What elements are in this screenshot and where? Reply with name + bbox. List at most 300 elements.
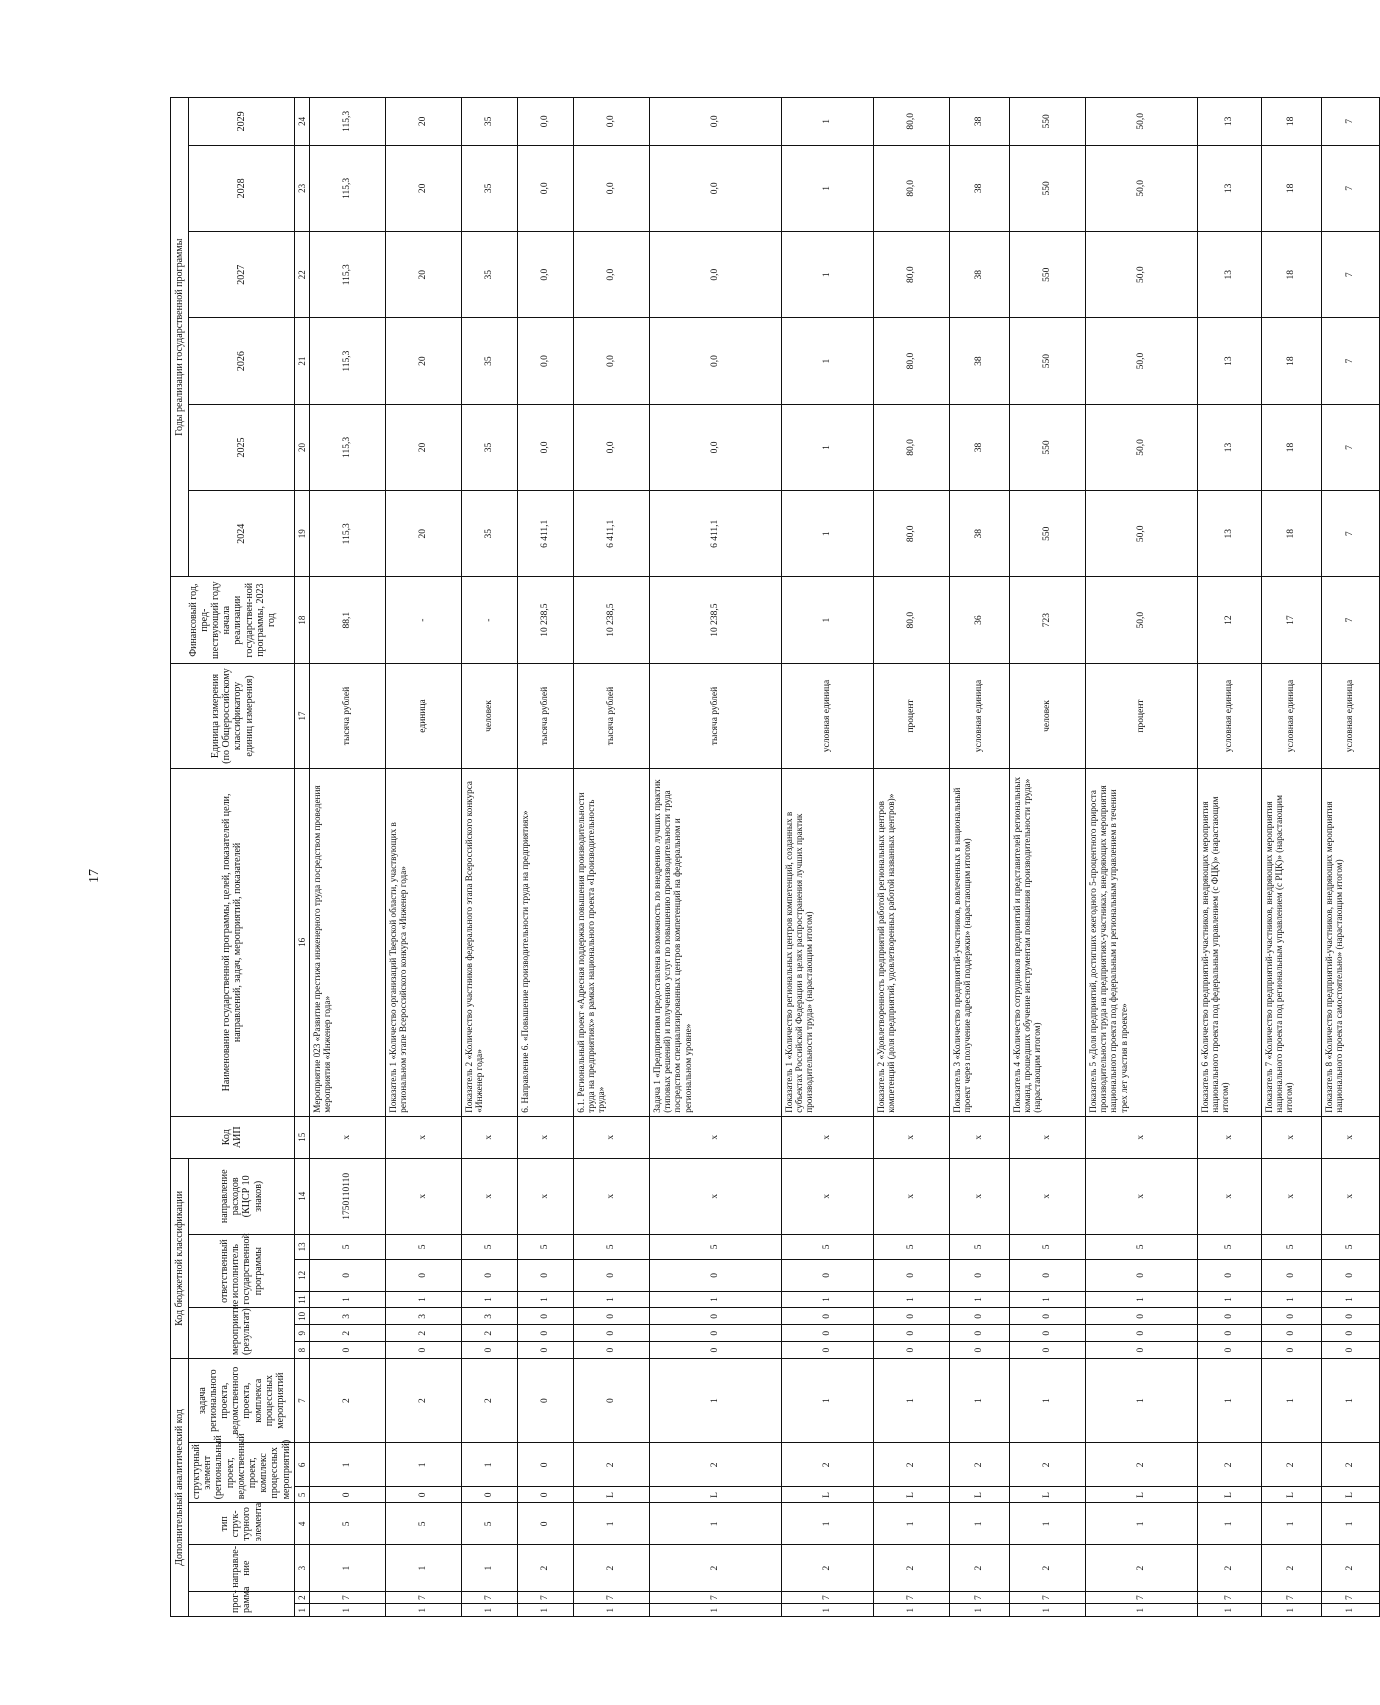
year-value-cell: 0,0 <box>573 145 649 231</box>
year-value-cell: 35 <box>461 145 517 231</box>
table-row <box>1261 98 1321 1617</box>
year-value-cell: 550 <box>1009 491 1085 577</box>
task-code-cell: 1 <box>649 1358 781 1442</box>
direction-code-cell: 2 <box>873 1545 949 1591</box>
table-row <box>1085 98 1197 1617</box>
executor-code-1-cell: 1 <box>1321 1291 1379 1308</box>
year-value-cell: 50,0 <box>1085 491 1197 577</box>
year-value-cell: 550 <box>1009 145 1085 231</box>
year-value-cell: 80,0 <box>873 491 949 577</box>
aip-code-cell: х <box>385 1116 461 1158</box>
program-code-1-cell: 1 <box>781 1604 873 1617</box>
program-code-2-cell: 7 <box>873 1591 949 1604</box>
header-year-2026: 2026 <box>189 318 295 404</box>
program-code-1-cell: 1 <box>873 1604 949 1617</box>
table-row <box>873 98 949 1617</box>
year-value-cell: 35 <box>461 318 517 404</box>
struct-type-code-cell: 1 <box>873 1503 949 1545</box>
year-value-cell: 50,0 <box>1085 404 1197 490</box>
unit-cell: тысяча рублей <box>649 663 781 768</box>
program-code-2-cell: 7 <box>309 1591 385 1604</box>
year-value-cell: 50,0 <box>1085 98 1197 146</box>
executor-code-3-cell: 5 <box>1009 1234 1085 1259</box>
struct-element-code-1-cell: L <box>1261 1487 1321 1503</box>
expense-code-cell: х <box>949 1158 1009 1234</box>
measure-code-3-cell: 0 <box>873 1308 949 1325</box>
struct-element-code-1-cell: L <box>1085 1487 1197 1503</box>
program-code-2-cell: 7 <box>781 1591 873 1604</box>
measure-code-1-cell: 0 <box>949 1342 1009 1359</box>
year-value-cell: 13 <box>1197 145 1261 231</box>
measure-code-3-cell: 3 <box>309 1308 385 1325</box>
executor-code-2-cell: 0 <box>517 1260 573 1292</box>
task-code-cell: 0 <box>517 1358 573 1442</box>
header-fin-year: Финансовый год, пред-шествующий году начала реализации государствен-ной программы, 2023 год <box>171 577 295 663</box>
table-row <box>517 98 573 1617</box>
year-value-cell: 1 <box>781 491 873 577</box>
year-value-cell: 13 <box>1197 404 1261 490</box>
year-value-cell: 550 <box>1009 404 1085 490</box>
base-year-cell: 17 <box>1261 577 1321 663</box>
header-expense: направление расходов (КЦСР 10 знаков) <box>189 1158 295 1234</box>
program-code-2-cell: 7 <box>461 1591 517 1604</box>
year-value-cell: 50,0 <box>1085 145 1197 231</box>
year-value-cell: 38 <box>949 404 1009 490</box>
header-name: Наименование государственной программы, целей, показателей цели, направлений, задач, мероприятий, показателей <box>171 769 295 1117</box>
direction-code-cell: 2 <box>1085 1545 1197 1591</box>
unit-cell: тысяча рублей <box>517 663 573 768</box>
program-code-1-cell: 1 <box>385 1604 461 1617</box>
year-value-cell: 0,0 <box>649 232 781 318</box>
indicator-name-cell: Показатель 2 «Удовлетворенность предприятий работой региональных центров компетенций (доля предприятий, удовлетворенных работой названных центров)» <box>873 769 949 1117</box>
year-value-cell: 6 411,1 <box>573 491 649 577</box>
year-value-cell: 13 <box>1197 318 1261 404</box>
year-value-cell: 38 <box>949 318 1009 404</box>
year-value-cell: 0,0 <box>649 145 781 231</box>
header-direction: направле-ние <box>189 1545 295 1591</box>
year-value-cell: 1 <box>781 232 873 318</box>
year-value-cell: 13 <box>1197 491 1261 577</box>
measure-code-1-cell: 0 <box>309 1342 385 1359</box>
program-code-2-cell: 7 <box>949 1591 1009 1604</box>
program-code-1-cell: 1 <box>1321 1604 1379 1617</box>
year-value-cell: 0,0 <box>517 98 573 146</box>
column-number: 13 <box>294 1234 309 1259</box>
direction-code-cell: 1 <box>461 1545 517 1591</box>
aip-code-cell: х <box>517 1116 573 1158</box>
executor-code-2-cell: 0 <box>649 1260 781 1292</box>
executor-code-3-cell: 5 <box>461 1234 517 1259</box>
measure-code-3-cell: 0 <box>1009 1308 1085 1325</box>
indicator-name-cell: Задача 1 «Предприятиям предоставлена возможность по внедрению лучших практик (типовых решений) и получению услуг по повышению производительности труда посредством специализированных центров компетенций на федеральном и региональном уровне» <box>649 769 781 1117</box>
table-row <box>649 98 781 1617</box>
indicator-name-cell: Показатель 6 «Количество предприятий-участников, внедряющих мероприятия национального проекта под федеральным управлением (с ФЦК)» (нарастающим итогом) <box>1197 769 1261 1117</box>
table-row <box>309 98 385 1617</box>
executor-code-2-cell: 0 <box>461 1260 517 1292</box>
executor-code-2-cell: 0 <box>1085 1260 1197 1292</box>
year-value-cell: 115,3 <box>309 145 385 231</box>
column-number: 24 <box>294 98 309 146</box>
header-year-2028: 2028 <box>189 145 295 231</box>
table-row <box>1197 98 1261 1617</box>
year-value-cell: 0,0 <box>517 232 573 318</box>
struct-element-code-2-cell: 2 <box>1321 1443 1379 1487</box>
table-row <box>781 98 873 1617</box>
program-code-2-cell: 7 <box>1085 1591 1197 1604</box>
task-code-cell: 1 <box>1085 1358 1197 1442</box>
program-code-2-cell: 7 <box>517 1591 573 1604</box>
program-code-2-cell: 7 <box>1321 1591 1379 1604</box>
year-value-cell: 550 <box>1009 232 1085 318</box>
measure-code-1-cell: 0 <box>649 1342 781 1359</box>
measure-code-2-cell: 0 <box>573 1325 649 1342</box>
task-code-cell: 2 <box>385 1358 461 1442</box>
column-number: 15 <box>294 1116 309 1158</box>
year-value-cell: 7 <box>1321 491 1379 577</box>
task-code-cell: 1 <box>1261 1358 1321 1442</box>
program-code-2-cell: 7 <box>1261 1591 1321 1604</box>
measure-code-2-cell: 0 <box>517 1325 573 1342</box>
indicator-name-cell: Показатель 3 «Количество предприятий-участников, вовлеченных в национальный проект через получение адресной поддержки» (нарастающим итогом) <box>949 769 1009 1117</box>
expense-code-cell: х <box>1009 1158 1085 1234</box>
struct-element-code-2-cell: 2 <box>1085 1443 1197 1487</box>
executor-code-3-cell: 5 <box>649 1234 781 1259</box>
indicator-name-cell: Показатель 7 «Количество предприятий-участников, внедряющих мероприятия национального проекта под региональным управлением (с РЦК)» (нарастающим итогом) <box>1261 769 1321 1117</box>
year-value-cell: 1 <box>781 404 873 490</box>
direction-code-cell: 2 <box>1261 1545 1321 1591</box>
indicator-name-cell: Показатель 8 «Количество предприятий-участников, внедряющих мероприятия национального проекта самостоятельно» (нарастающим итогом) <box>1321 769 1379 1117</box>
struct-element-code-2-cell: 2 <box>649 1443 781 1487</box>
year-value-cell: 115,3 <box>309 404 385 490</box>
year-value-cell: 35 <box>461 232 517 318</box>
struct-type-code-cell: 1 <box>781 1503 873 1545</box>
column-number: 14 <box>294 1158 309 1234</box>
year-value-cell: 115,3 <box>309 318 385 404</box>
measure-code-1-cell: 0 <box>873 1342 949 1359</box>
executor-code-3-cell: 5 <box>781 1234 873 1259</box>
base-year-cell: 10 238,5 <box>649 577 781 663</box>
header-program: прог-рамма <box>189 1591 295 1616</box>
indicator-name-cell: Показатель 5 «Доля предприятий, достигших ежегодного 5-процентного прироста производительности труда на предприятиях-участниках, внедряющих мероприятия национального проекта под федеральным и региональным управлением в течении трех лет участия в проекте» <box>1085 769 1197 1117</box>
measure-code-2-cell: 0 <box>1261 1325 1321 1342</box>
year-value-cell: 0,0 <box>649 98 781 146</box>
direction-code-cell: 2 <box>1321 1545 1379 1591</box>
struct-element-code-2-cell: 2 <box>1197 1443 1261 1487</box>
column-number: 10 <box>294 1308 309 1325</box>
direction-code-cell: 2 <box>1197 1545 1261 1591</box>
measure-code-2-cell: 0 <box>1321 1325 1379 1342</box>
measure-code-1-cell: 0 <box>1261 1342 1321 1359</box>
aip-code-cell: х <box>1321 1116 1379 1158</box>
year-value-cell: 20 <box>385 404 461 490</box>
base-year-cell: - <box>385 577 461 663</box>
unit-cell: условная единица <box>1197 663 1261 768</box>
direction-code-cell: 2 <box>573 1545 649 1591</box>
year-value-cell: 18 <box>1261 145 1321 231</box>
measure-code-3-cell: 0 <box>1261 1308 1321 1325</box>
program-code-1-cell: 1 <box>309 1604 385 1617</box>
column-number: 21 <box>294 318 309 404</box>
unit-cell: условная единица <box>781 663 873 768</box>
year-value-cell: 80,0 <box>873 232 949 318</box>
indicator-name-cell: 6.1. Региональный проект «Адресная поддержка повышения производительности труда на предприятиях» в рамках национального проекта «Производительность труда» <box>573 769 649 1117</box>
measure-code-1-cell: 0 <box>1009 1342 1085 1359</box>
task-code-cell: 1 <box>949 1358 1009 1442</box>
aip-code-cell: х <box>1085 1116 1197 1158</box>
year-value-cell: 35 <box>461 98 517 146</box>
header-measure: мероприятие (результат) <box>189 1308 295 1359</box>
struct-element-code-1-cell: L <box>573 1487 649 1503</box>
year-value-cell: 38 <box>949 491 1009 577</box>
struct-element-code-1-cell: L <box>781 1487 873 1503</box>
year-value-cell: 18 <box>1261 98 1321 146</box>
year-value-cell: 13 <box>1197 98 1261 146</box>
expense-code-cell: х <box>873 1158 949 1234</box>
aip-code-cell: х <box>461 1116 517 1158</box>
program-code-2-cell: 7 <box>385 1591 461 1604</box>
struct-type-code-cell: 1 <box>573 1503 649 1545</box>
executor-code-2-cell: 0 <box>1261 1260 1321 1292</box>
year-value-cell: 18 <box>1261 491 1321 577</box>
column-number: 2 <box>294 1591 309 1604</box>
struct-type-code-cell: 1 <box>1009 1503 1085 1545</box>
column-number: 18 <box>294 577 309 663</box>
task-code-cell: 0 <box>573 1358 649 1442</box>
measure-code-2-cell: 0 <box>781 1325 873 1342</box>
direction-code-cell: 1 <box>385 1545 461 1591</box>
indicator-name-cell: Показатель 1 «Количество региональных центров компетенций, созданных в субъектах Российской Федерации в целях распространения лучших практик производительности труда» (нарастающим итогом) <box>781 769 873 1117</box>
executor-code-3-cell: 5 <box>573 1234 649 1259</box>
executor-code-1-cell: 1 <box>949 1291 1009 1308</box>
task-code-cell: 2 <box>309 1358 385 1442</box>
page-number: 17 <box>87 869 102 883</box>
header-year-2029: 2029 <box>189 98 295 146</box>
program-table <box>170 97 1380 1617</box>
measure-code-1-cell: 0 <box>461 1342 517 1359</box>
direction-code-cell: 2 <box>781 1545 873 1591</box>
year-value-cell: 38 <box>949 145 1009 231</box>
measure-code-1-cell: 0 <box>1085 1342 1197 1359</box>
struct-type-code-cell: 1 <box>1085 1503 1197 1545</box>
task-code-cell: 1 <box>1321 1358 1379 1442</box>
year-value-cell: 7 <box>1321 404 1379 490</box>
year-value-cell: 35 <box>461 491 517 577</box>
measure-code-2-cell: 2 <box>461 1325 517 1342</box>
aip-code-cell: х <box>649 1116 781 1158</box>
executor-code-2-cell: 0 <box>949 1260 1009 1292</box>
year-value-cell: 80,0 <box>873 404 949 490</box>
base-year-cell: - <box>461 577 517 663</box>
table-body <box>309 98 1379 1617</box>
measure-code-1-cell: 0 <box>385 1342 461 1359</box>
task-code-cell: 2 <box>461 1358 517 1442</box>
year-value-cell: 13 <box>1197 232 1261 318</box>
year-value-cell: 50,0 <box>1085 232 1197 318</box>
base-year-cell: 88,1 <box>309 577 385 663</box>
measure-code-3-cell: 3 <box>385 1308 461 1325</box>
executor-code-3-cell: 5 <box>1261 1234 1321 1259</box>
year-value-cell: 1 <box>781 145 873 231</box>
executor-code-2-cell: 0 <box>385 1260 461 1292</box>
header-aip-code: Код АИП <box>171 1116 295 1158</box>
executor-code-2-cell: 0 <box>1009 1260 1085 1292</box>
executor-code-3-cell: 5 <box>1085 1234 1197 1259</box>
program-code-2-cell: 7 <box>573 1591 649 1604</box>
struct-type-code-cell: 1 <box>1261 1503 1321 1545</box>
measure-code-1-cell: 0 <box>781 1342 873 1359</box>
base-year-cell: 10 238,5 <box>573 577 649 663</box>
expense-code-cell: х <box>385 1158 461 1234</box>
struct-element-code-2-cell: 1 <box>385 1443 461 1487</box>
column-number: 9 <box>294 1325 309 1342</box>
struct-type-code-cell: 1 <box>649 1503 781 1545</box>
indicator-name-cell: Показатель 2 «Количество участников федерального этапа Всероссийского конкурса «Инженер года» <box>461 769 517 1117</box>
year-value-cell: 6 411,1 <box>517 491 573 577</box>
struct-element-code-1-cell: 0 <box>309 1487 385 1503</box>
executor-code-3-cell: 5 <box>1197 1234 1261 1259</box>
base-year-cell: 12 <box>1197 577 1261 663</box>
aip-code-cell: х <box>1261 1116 1321 1158</box>
header-year-2025: 2025 <box>189 404 295 490</box>
year-value-cell: 7 <box>1321 98 1379 146</box>
base-year-cell: 10 238,5 <box>517 577 573 663</box>
column-number: 22 <box>294 232 309 318</box>
unit-cell: человек <box>461 663 517 768</box>
year-value-cell: 0,0 <box>517 318 573 404</box>
struct-element-code-1-cell: L <box>649 1487 781 1503</box>
measure-code-2-cell: 0 <box>649 1325 781 1342</box>
column-number: 16 <box>294 769 309 1117</box>
executor-code-1-cell: 1 <box>461 1291 517 1308</box>
header-struct-element: структурный элемент (региональный проект, ведомственный проект, комплекс процессных мероприятий) <box>189 1443 295 1503</box>
struct-type-code-cell: 5 <box>385 1503 461 1545</box>
measure-code-2-cell: 0 <box>1009 1325 1085 1342</box>
aip-code-cell: х <box>873 1116 949 1158</box>
year-value-cell: 50,0 <box>1085 318 1197 404</box>
column-number: 20 <box>294 404 309 490</box>
year-value-cell: 115,3 <box>309 98 385 146</box>
executor-code-1-cell: 1 <box>385 1291 461 1308</box>
measure-code-2-cell: 0 <box>1197 1325 1261 1342</box>
executor-code-3-cell: 5 <box>385 1234 461 1259</box>
measure-code-1-cell: 0 <box>1321 1342 1379 1359</box>
table-row <box>385 98 461 1617</box>
executor-code-3-cell: 5 <box>949 1234 1009 1259</box>
program-code-1-cell: 1 <box>1009 1604 1085 1617</box>
column-number: 1 <box>294 1604 309 1617</box>
year-value-cell: 0,0 <box>573 232 649 318</box>
unit-cell: условная единица <box>949 663 1009 768</box>
struct-element-code-2-cell: 2 <box>1009 1443 1085 1487</box>
expense-code-cell: х <box>1321 1158 1379 1234</box>
program-code-1-cell: 1 <box>1197 1604 1261 1617</box>
program-code-1-cell: 1 <box>461 1604 517 1617</box>
task-code-cell: 1 <box>781 1358 873 1442</box>
year-value-cell: 1 <box>781 98 873 146</box>
column-number: 17 <box>294 663 309 768</box>
unit-cell: условная единица <box>1321 663 1379 768</box>
task-code-cell: 1 <box>873 1358 949 1442</box>
header-struct-type: тип струк-турного элемента <box>189 1503 295 1545</box>
year-value-cell: 6 411,1 <box>649 491 781 577</box>
measure-code-2-cell: 2 <box>385 1325 461 1342</box>
expense-code-cell: х <box>1085 1158 1197 1234</box>
year-value-cell: 7 <box>1321 145 1379 231</box>
executor-code-2-cell: 0 <box>1321 1260 1379 1292</box>
struct-type-code-cell: 5 <box>309 1503 385 1545</box>
struct-type-code-cell: 5 <box>461 1503 517 1545</box>
executor-code-2-cell: 0 <box>781 1260 873 1292</box>
year-value-cell: 18 <box>1261 232 1321 318</box>
executor-code-1-cell: 1 <box>573 1291 649 1308</box>
struct-element-code-2-cell: 1 <box>461 1443 517 1487</box>
executor-code-2-cell: 0 <box>1197 1260 1261 1292</box>
indicator-name-cell: Показатель 4 «Количество сотрудников предприятий и представителей региональных команд, прошедших обучение инструментам повышения производительности труда» (нарастающим итогом) <box>1009 769 1085 1117</box>
executor-code-3-cell: 5 <box>309 1234 385 1259</box>
task-code-cell: 1 <box>1009 1358 1085 1442</box>
year-value-cell: 80,0 <box>873 145 949 231</box>
measure-code-3-cell: 0 <box>573 1308 649 1325</box>
struct-element-code-1-cell: L <box>1009 1487 1085 1503</box>
direction-code-cell: 1 <box>309 1545 385 1591</box>
expense-code-cell: х <box>517 1158 573 1234</box>
indicator-name-cell: Мероприятие 023 «Развитие престижа инженерного труда посредством проведения мероприятия «Инженер года» <box>309 769 385 1117</box>
header-additional-code: Дополнительный аналитический код <box>171 1358 189 1616</box>
unit-cell: тысяча рублей <box>309 663 385 768</box>
header-budget-code: Код бюджетной классификации <box>171 1158 189 1358</box>
column-number: 19 <box>294 491 309 577</box>
expense-code-cell: 1750110110 <box>309 1158 385 1234</box>
year-value-cell: 18 <box>1261 318 1321 404</box>
year-value-cell: 0,0 <box>517 145 573 231</box>
indicator-name-cell: 6. Направление 6. «Повышение производительности труда на предприятиях» <box>517 769 573 1117</box>
struct-element-code-1-cell: 0 <box>385 1487 461 1503</box>
base-year-cell: 723 <box>1009 577 1085 663</box>
year-value-cell: 0,0 <box>573 318 649 404</box>
unit-cell: тысяча рублей <box>573 663 649 768</box>
executor-code-3-cell: 5 <box>517 1234 573 1259</box>
aip-code-cell: х <box>949 1116 1009 1158</box>
year-value-cell: 20 <box>385 318 461 404</box>
struct-element-code-1-cell: L <box>873 1487 949 1503</box>
year-value-cell: 550 <box>1009 98 1085 146</box>
measure-code-3-cell: 0 <box>949 1308 1009 1325</box>
column-number: 7 <box>294 1358 309 1442</box>
measure-code-1-cell: 0 <box>517 1342 573 1359</box>
year-value-cell: 115,3 <box>309 491 385 577</box>
column-number: 5 <box>294 1487 309 1503</box>
direction-code-cell: 2 <box>517 1545 573 1591</box>
unit-cell: процент <box>873 663 949 768</box>
measure-code-3-cell: 0 <box>1197 1308 1261 1325</box>
struct-type-code-cell: 0 <box>517 1503 573 1545</box>
struct-type-code-cell: 1 <box>1197 1503 1261 1545</box>
struct-element-code-2-cell: 2 <box>1261 1443 1321 1487</box>
year-value-cell: 115,3 <box>309 232 385 318</box>
aip-code-cell: х <box>573 1116 649 1158</box>
task-code-cell: 1 <box>1197 1358 1261 1442</box>
executor-code-1-cell: 1 <box>309 1291 385 1308</box>
base-year-cell: 50,0 <box>1085 577 1197 663</box>
measure-code-2-cell: 0 <box>873 1325 949 1342</box>
expense-code-cell: х <box>1197 1158 1261 1234</box>
header-years-group: Годы реализации государственной программы <box>171 98 189 577</box>
program-code-2-cell: 7 <box>1197 1591 1261 1604</box>
measure-code-3-cell: 3 <box>461 1308 517 1325</box>
column-number: 23 <box>294 145 309 231</box>
header-task: задача регионального проекта, ведомственного проекта, комплекса процессных мероприятий <box>189 1358 295 1442</box>
executor-code-2-cell: 0 <box>873 1260 949 1292</box>
